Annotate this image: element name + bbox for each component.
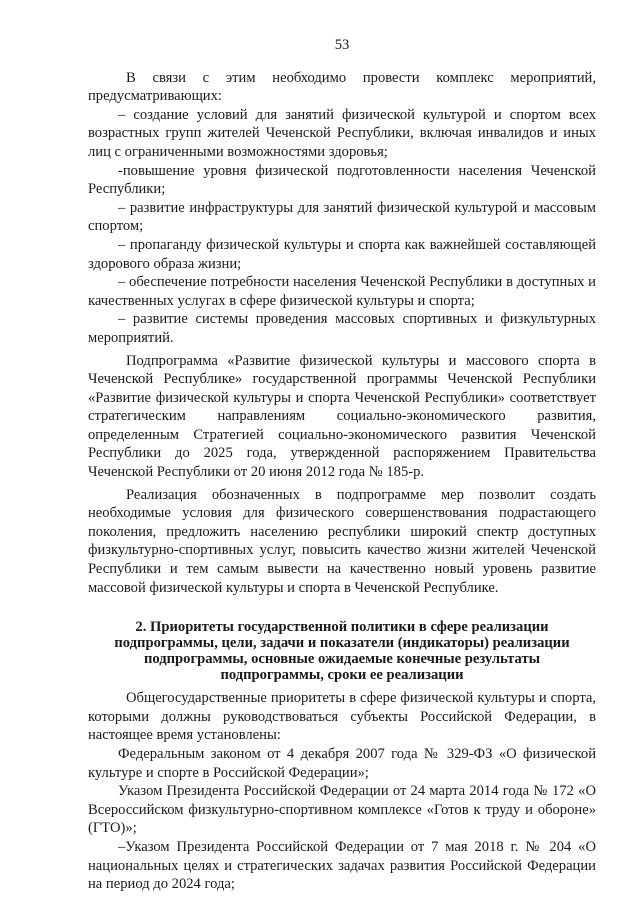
- realization-paragraph: Реализация обозначенных в подпрограмме мер позволит создать необходимые условия для физического совершенствования подрастающего поколения, предложить населению республики широкий спектр доступных физкультурно-спортивных услуг, повысить качество жизни жителей Чеченской Республики и тем самым вывести на качественно новый уровень развитие массовой физической культуры и спорта в Чеченской Республике.: [88, 486, 596, 596]
- federal-law-item: Федеральным законом от 4 декабря 2007 года № 329-ФЗ «О физической культуре и спорте в Российской Федерации»;: [88, 746, 596, 781]
- priorities-paragraph: Общегосударственные приоритеты в сфере физической культуры и спорта, которыми должны руководствоваться субъекты Российской Федерации, в настоящее время установлены:: [88, 690, 596, 744]
- list-item-events: – развитие системы проведения массовых спортивных и физкультурных мероприятий.: [88, 311, 596, 346]
- decree-national-goals-item: –Указом Президента Российской Федерации от 7 мая 2018 г. № 204 «О национальных целях и стратегических задачах развития Российской Федерации на период до 2024 года;: [88, 838, 596, 893]
- intro-paragraph: В связи с этим необходимо провести комплекс мероприятий, предусматривающих:: [88, 69, 596, 105]
- list-item-infrastructure: – развитие инфраструктуры для занятий физической культурой и массовым спортом;: [88, 199, 596, 235]
- page-number: 53: [334, 37, 350, 53]
- list-item-conditions: – создание условий для занятий физической культурой и спортом всех возрастных групп жителей Чеченской Республики, включая инвалидов и иных лиц с ограниченными возможностями здоровья;: [88, 106, 596, 160]
- list-item-services: – обеспечение потребности населения Чеченской Республики в доступных и качественных услугах в сфере физической культуры и спорта;: [88, 274, 596, 309]
- document-page: [88, 36, 596, 894]
- decree-gto-item: Указом Президента Российской Федерации от 24 марта 2014 года № 172 «О Всероссийском физкультурно-спортивном комплексе «Готов к труду и обороне» (ГТО)»;: [88, 783, 596, 837]
- section-heading: 2. Приоритеты государственной политики в сфере реализации подпрограммы, цели, задачи и показатели (индикаторы) реализации подпрограммы, основные ожидаемые конечные результаты подпрограммы, сроки ее реализации: [114, 619, 570, 684]
- list-item-fitness: -повышение уровня физической подготовленности населения Чеченской Республики;: [88, 162, 596, 198]
- list-item-propaganda: – пропаганду физической культуры и спорта как важнейшей составляющей здорового образа жизни;: [88, 236, 596, 272]
- subprogram-paragraph: Подпрограмма «Развитие физической культуры и массового спорта в Чеченской Республике» государственной программы Чеченской Республики «Развитие физической культуры и спорта Чеченской Республики» соответствует стратегическим направлениям социально-экономического развития, определенным Стратегией социально-экономического развития Чеченской Республики до 2025 года, утвержденной распоряжением Правительства Чеченской Республики от 20 июня 2012 года № 185-р.: [88, 352, 596, 481]
